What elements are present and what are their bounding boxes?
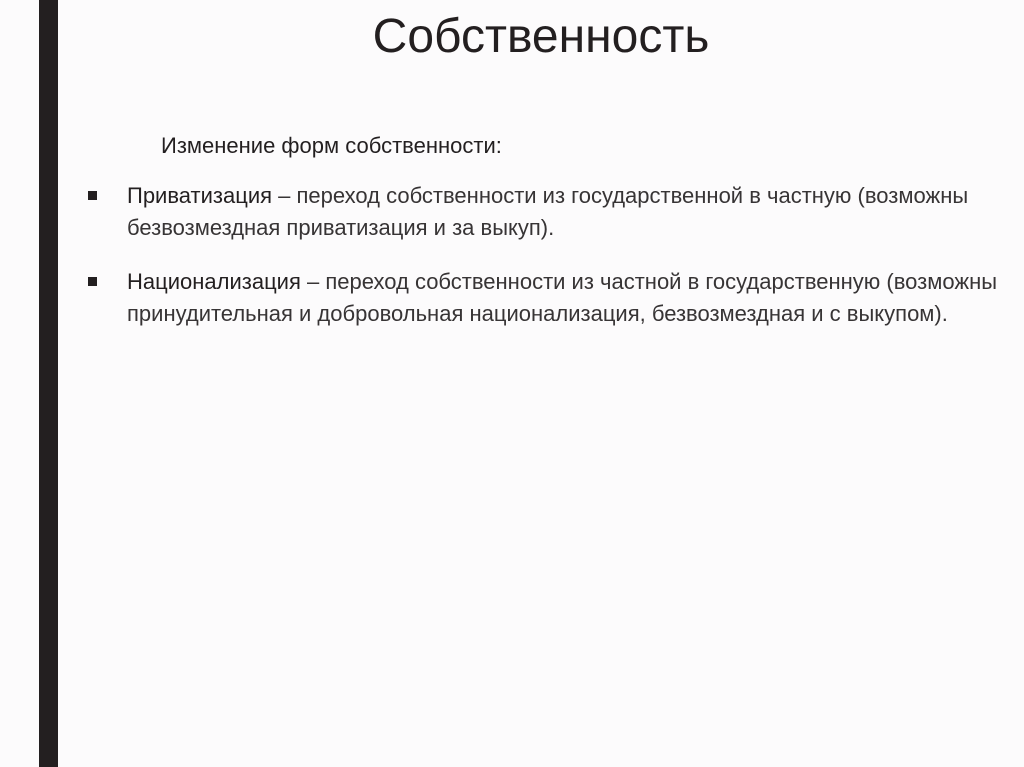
square-bullet-icon xyxy=(88,277,97,286)
bullet-item-privatization xyxy=(86,180,1006,244)
slide-title: Собственность xyxy=(372,10,710,63)
bullet-definition: – переход собственности из государственной в частную (возможны безвозмездная приватизация и за выкуп). xyxy=(127,183,969,240)
bullet-term: Национализация xyxy=(127,269,301,294)
slide-subheading: Изменение форм собственности: xyxy=(161,133,502,158)
bullet-term: Приватизация xyxy=(127,183,273,208)
square-bullet-icon xyxy=(88,191,97,200)
bullet-list xyxy=(86,180,1006,352)
bullet-item-nationalization xyxy=(86,266,1006,330)
left-accent-bar xyxy=(39,0,58,767)
bullet-definition: – переход собственности из частной в государственную (возможны принудительная и добровольная национализация, безвозмездная и с выкупом). xyxy=(127,269,998,326)
